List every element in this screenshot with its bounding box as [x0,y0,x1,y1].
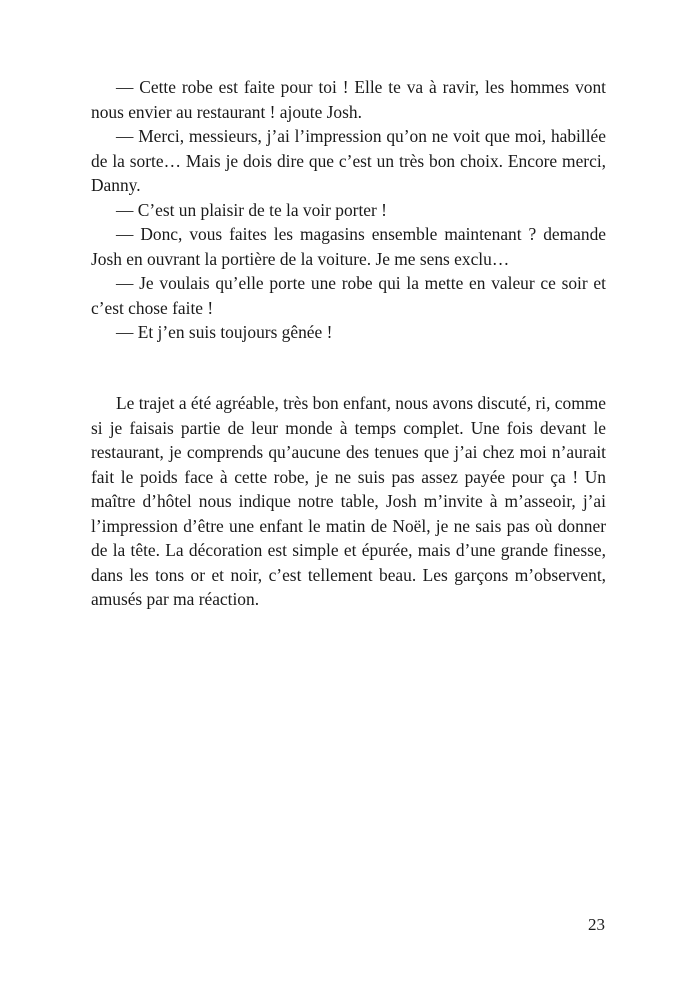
dialogue-line: — Cette robe est faite pour toi ! Elle te va à ravir, les hommes vont nous envier au restaurant ! ajoute Josh. [91,77,606,122]
dialogue-section [91,75,606,345]
page-number: 23 [588,915,605,934]
narrative-paragraph: Le trajet a été agréable, très bon enfant, nous avons discuté, ri, comme si je faisais partie de leur monde à temps complet. Une fois devant le restaurant, je comprends qu’aucune des tenues que j’ai chez moi n’aurait fait le poids face à cette robe, je ne suis pas assez payée pour ça ! Un maître d’hôtel nous indique notre table, Josh m’invite à m’asseoir, j’ai l’impression d’être une enfant le matin de Noël, je ne sais pas où donner de la tête. La décoration est simple et épurée, mais d’une grande finesse, dans les tons or et noir, c’est tellement beau. Les garçons m’observent, amusés par ma réaction. [91,393,606,609]
dialogue-line: — Donc, vous faites les magasins ensemble maintenant ? demande Josh en ouvrant la portière de la voiture. Je me sens exclu… [91,224,606,269]
narrative-section [91,391,606,612]
dialogue-line: — Et j’en suis toujours gênée ! [116,322,333,342]
dialogue-line: — Je voulais qu’elle porte une robe qui la mette en valeur ce soir et c’est chose faite ! [91,273,606,318]
dialogue-line: — C’est un plaisir de te la voir porter ! [116,199,387,220]
dialogue-line: — Merci, messieurs, j’ai l’impression qu’on ne voit que moi, habillée de la sorte… Mais je dois dire que c’est un très bon choix. Encore merci, Danny. [91,126,606,195]
